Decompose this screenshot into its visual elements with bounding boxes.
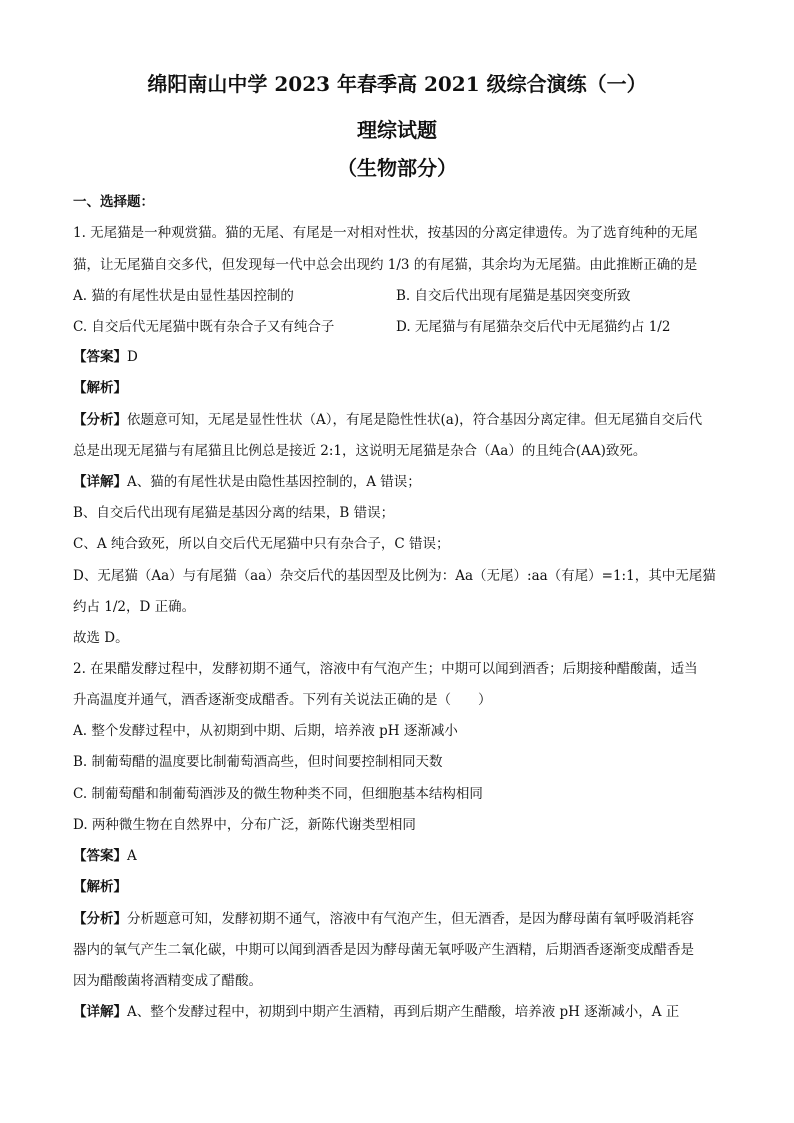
q2-stem-line-2: 升高温度并通气，酒香逐渐变成醋香。下列有关说法正确的是（ ） <box>73 692 492 708</box>
q1-option-d: D. 无尾猫与有尾猫杂交后代中无尾猫约占 1/2 <box>396 319 671 335</box>
q1-analysis-tag: 【解析】 <box>73 380 127 396</box>
q2-option-d: D. 两种微生物在自然界中，分布广泛，新陈代谢类型相同 <box>73 817 416 833</box>
q2-option-a: A. 整个发酵过程中，从初期到中期、后期，培养液 pH 逐渐减小 <box>73 723 458 739</box>
q2-stem-line-1: 2. 在果醋发酵过程中，发酵初期不通气，溶液中有气泡产生；中期可以闻到酒香；后期接种醋酸菌，适当 <box>73 661 698 677</box>
q1-detail-b: B、自交后代出现有尾猫是基因分离的结果，B 错误； <box>73 505 395 521</box>
q1-stem-line-1: 1. 无尾猫是一种观赏猫。猫的无尾、有尾是一对相对性状，按基因的分离定律遗传。为了选育纯种的无尾 <box>73 225 698 241</box>
fenxi-text: 依题意可知，无尾是显性性状（A），有尾是隐性性状(a)，符合基因分离定律。但无尾猫自交后代 <box>127 412 703 428</box>
q2-fenxi-line-2: 器内的氧气产生二氧化碳，中期可以闻到酒香是因为酵母菌无氧呼吸产生酒精，后期酒香逐渐变成醋香是 <box>73 942 694 958</box>
part-heading: 一、选择题： <box>73 194 154 210</box>
q1-detail-d-2: 约占 1/2，D 正确。 <box>73 599 196 615</box>
xiangjie-text: A、猫的有尾性状是由隐性基因控制的，A 错误； <box>127 474 421 490</box>
q1-fenxi-line-2: 总是出现无尾猫与有尾猫且比例总是接近 2:1，这说明无尾猫是杂合（Aa）的且纯合(AA)致死。 <box>73 443 647 459</box>
q2-analysis-tag: 【解析】 <box>73 879 127 895</box>
q1-detail-d-1: D、无尾猫（Aa）与有尾猫（aa）杂交后代的基因型及比例为：Aa（无尾）:aa（有尾）=1:1，其中无尾猫 <box>73 568 716 584</box>
fenxi-tag: 【分析】 <box>73 911 127 927</box>
fenxi-text: 分析题意可知，发酵初期不通气，溶液中有气泡产生，但无酒香，是因为酵母菌有氧呼吸消耗容 <box>127 911 694 927</box>
q2-xiangjie-line-1 <box>73 1002 723 1022</box>
q1-stem-line-2: 猫，让无尾猫自交多代，但发现每一代中总会出现约 1/3 的有尾猫，其余均为无尾猫。由此推断正确的是 <box>73 257 698 273</box>
q2-option-c: C. 制葡萄醋和制葡萄酒涉及的微生物种类不同，但细胞基本结构相同 <box>73 786 483 802</box>
q1-conclusion: 故选 D。 <box>73 630 129 646</box>
q2-fenxi-line-3: 因为醋酸菌将酒精变成了醋酸。 <box>73 973 262 989</box>
document-title: 绵阳南山中学 2023 年春季高 2021 级综合演练（一） <box>147 72 647 96</box>
fenxi-tag: 【分析】 <box>73 412 127 428</box>
q1-option-a: A. 猫的有尾性状是由显性基因控制的 <box>73 288 294 304</box>
q2-fenxi-line-1 <box>73 909 723 929</box>
q1-detail-c: C、A 纯合致死，所以自交后代无尾猫中只有杂合子，C 错误； <box>73 536 450 552</box>
q2-answer <box>73 846 723 866</box>
q1-option-b: B. 自交后代出现有尾猫是基因突变所致 <box>396 288 631 304</box>
q1-answer <box>73 347 723 367</box>
q1-fenxi-line-1 <box>73 410 723 430</box>
answer-tag: 【答案】 <box>73 848 127 864</box>
xiangjie-tag: 【详解】 <box>73 474 127 490</box>
answer-tag: 【答案】 <box>73 349 127 365</box>
answer-value: A <box>127 848 137 864</box>
q2-option-b: B. 制葡萄醋的温度要比制葡萄酒高些，但时间要控制相同天数 <box>73 754 443 770</box>
answer-value: D <box>127 349 138 365</box>
xiangjie-text: A、整个发酵过程中，初期到中期产生酒精，再到后期产生醋酸，培养液 pH 逐渐减小，A 正 <box>127 1004 680 1020</box>
section-title: （生物部分） <box>337 156 457 180</box>
q1-xiangjie-line-1 <box>73 472 723 492</box>
document-subtitle: 理综试题 <box>357 118 437 142</box>
xiangjie-tag: 【详解】 <box>73 1004 127 1020</box>
q1-option-c: C. 自交后代无尾猫中既有杂合子又有纯合子 <box>73 319 335 335</box>
